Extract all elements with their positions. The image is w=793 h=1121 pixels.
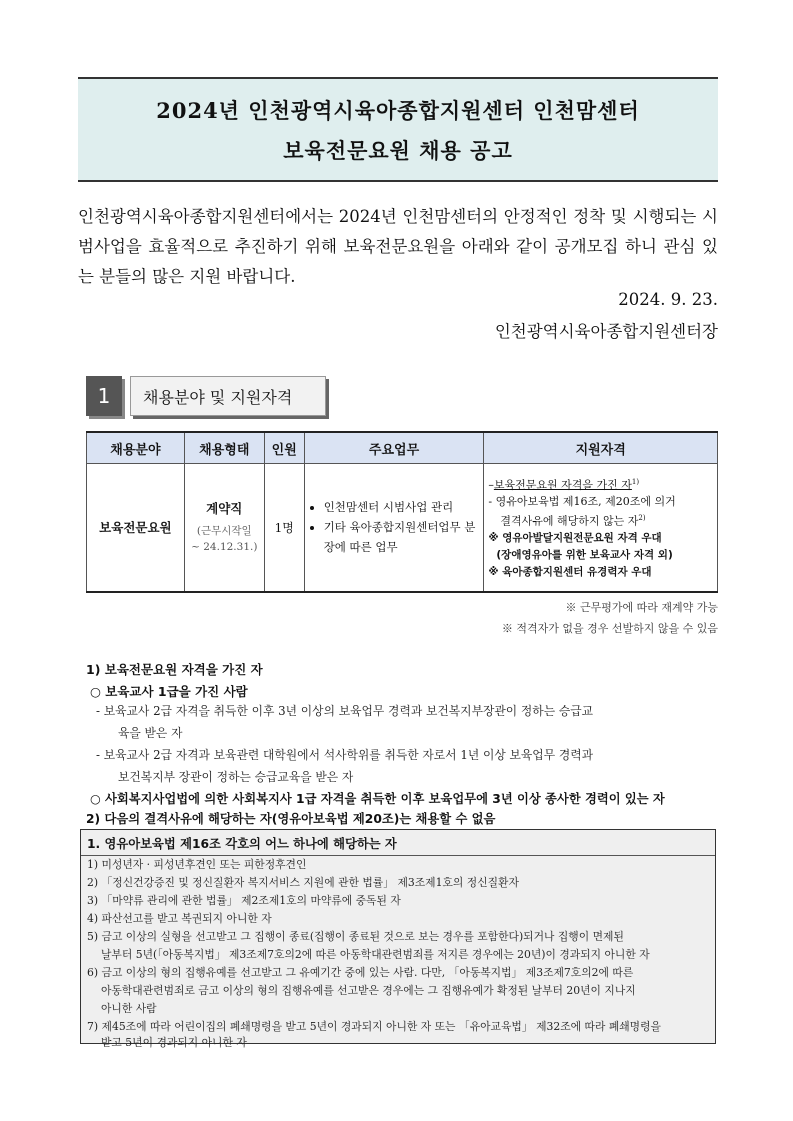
header-qualification: 지원자격 <box>484 432 718 464</box>
note-line: ※ 적격자가 없을 경우 선발하지 않을 수 있음 <box>501 622 718 635</box>
duty-item: • 기타 육아종합지원센터업무 분장에 따른 업무 <box>324 517 483 557</box>
disqualification-box <box>80 829 716 1049</box>
list-item-cont: 날부터 5년(「아동복지법」 제3조제7호의2에 따른 아동학대관련범죄를 저지른 경우에는 20년)이 경과되지 아니한 자 <box>101 948 650 961</box>
list-item-cont: 받고 5년이 경과되지 아니한 자 <box>101 1036 247 1049</box>
cell-type <box>184 464 264 592</box>
header-field: 채용분야 <box>87 432 185 464</box>
section-label: 채용분야 및 지원자격 <box>130 376 326 416</box>
type-sub2: ~ 24.12.31.) <box>191 541 258 554</box>
footnote-ref: 2) <box>638 514 646 523</box>
list-item: 5) 금고 이상의 실형을 선고받고 그 집행이 종료(집행이 종료된 것으로 보는 경우를 포함한다)되거나 집행이 면제된 <box>87 930 624 943</box>
qual-dash: - 보육교사 2급 자격을 취득한 이후 3년 이상의 보육업무 경력과 보건복지부장관이 정하는 승급교 <box>96 704 594 718</box>
qual-preference: (장애영유아를 위한 보육교사 자격 외) <box>496 548 673 561</box>
qual-line: - 영유아보육법 제16조, 제20조에 의거 <box>488 495 676 509</box>
section-number: 1 <box>86 376 122 416</box>
qual-circle: ○ 사회복지사업법에 의한 사회복지사 1급 자격을 취득한 이후 보육업무에 3년 이상 종사한 경력이 있는 자 <box>90 792 665 806</box>
list-item: 4) 파산선고를 받고 복권되지 아니한 자 <box>87 912 272 925</box>
signatory: 인천광역시육아종합지원센터장 <box>494 322 718 341</box>
cell-field: 보육전문요원 <box>87 464 185 592</box>
disqual-heading: 2) 다음의 결격사유에 해당하는 자(영유아보육법 제20조)는 채용할 수 없음 <box>86 812 496 826</box>
intro-paragraph: 인천광역시육아종합지원센터에서는 2024년 인천맘센터의 안정적인 정착 및 시행되는 시범사업을 효율적으로 추진하기 위해 보육전문요원을 아래와 같이 공개모집 하니 관심 있는 분들의 많은 지원 바랍니다. <box>78 207 718 286</box>
qual-line: 보육전문요원 자격을 가진 자 <box>493 478 632 492</box>
header-count: 인원 <box>264 432 304 464</box>
qual-preference: ※ 육아종합지원센터 유경력자 우대 <box>488 565 652 578</box>
page-subtitle: 보육전문요원 채용 공고 <box>283 138 513 163</box>
qual-dash-cont: 육을 받은 자 <box>118 726 183 740</box>
table-header-row <box>87 432 718 464</box>
cell-count: 1명 <box>264 464 304 592</box>
table-row <box>87 464 718 592</box>
disqual-title: 1. 영유아보육법 제16조 각호의 어느 하나에 해당하는 자 <box>87 837 397 851</box>
list-item-cont: 아니한 사람 <box>101 1002 157 1015</box>
announcement-date: 2024. 9. 23. <box>618 290 718 309</box>
recruitment-table <box>86 431 718 593</box>
list-item: 2) 「정신건강증진 및 정신질환자 복지서비스 지원에 관한 법률」 제3조제1호의 정신질환자 <box>87 876 519 889</box>
note-line: ※ 근무평가에 따라 재계약 가능 <box>565 601 718 614</box>
type-main: 계약직 <box>206 501 243 517</box>
header-type: 채용형태 <box>184 432 264 464</box>
header-duty: 주요업무 <box>304 432 484 464</box>
list-item: 7) 제45조에 따라 어린이집의 폐쇄명령을 받고 5년이 경과되지 아니한 자 또는 「유아교육법」 제32조에 따라 폐쇄명령을 <box>87 1020 661 1033</box>
cell-duty <box>304 464 484 592</box>
qual-line: 결격사유에 해당하지 않는 자 <box>500 514 639 528</box>
list-item: 1) 미성년자 · 피성년후견인 또는 피한정후견인 <box>87 858 307 871</box>
qual-dash: - 보육교사 2급 자격과 보육관련 대학원에서 석사학위를 취득한 자로서 1년 이상 보육업무 경력과 <box>96 748 594 762</box>
list-item-cont: 아동학대관련범죄로 금고 이상의 형의 집행유예를 선고받은 경우에는 그 집행유예가 확정된 날부터 20년이 지나지 <box>101 984 636 997</box>
type-sub1: (근무시작일 <box>196 525 252 538</box>
qual-heading: 1) 보육전문요원 자격을 가진 자 <box>86 662 263 677</box>
duty-item: • 인천맘센터 시범사업 관리 <box>324 497 483 517</box>
footnote-ref: 1) <box>631 477 640 486</box>
title-box <box>78 77 718 182</box>
page-title: 2024년 인천광역시육아종합지원센터 인천맘센터 <box>156 98 640 123</box>
qual-circle: ○ 보육교사 1급을 가진 사람 <box>90 684 248 699</box>
qual-dash-cont: 보건복지부 장관이 정하는 승급교육을 받은 자 <box>118 770 354 784</box>
qual-preference: ※ 영유아발달지원전문요원 자격 우대 <box>488 531 662 544</box>
list-item: 6) 금고 이상의 형의 집행유예를 선고받고 그 유예기간 중에 있는 사람. 다만, 「아동복지법」 제3조제7호의2에 따른 <box>87 966 634 979</box>
cell-qualification: –보육전문요원 자격을 가진 자$^{1)}$ - 영유아보육법 제16조, 제20조에 의거 결격사유에 해당하지 않는 자$^{2)}$ ※ 영유아발달지원전문요원 자격 우대 (장애영유아를 위한 보육교사 자격 외) ※ 육아종합지원센터 유경력자 우대 <box>484 464 718 592</box>
list-item: 3) 「마약류 관리에 관한 법률」 제2조제1호의 마약류에 중독된 자 <box>87 894 401 907</box>
